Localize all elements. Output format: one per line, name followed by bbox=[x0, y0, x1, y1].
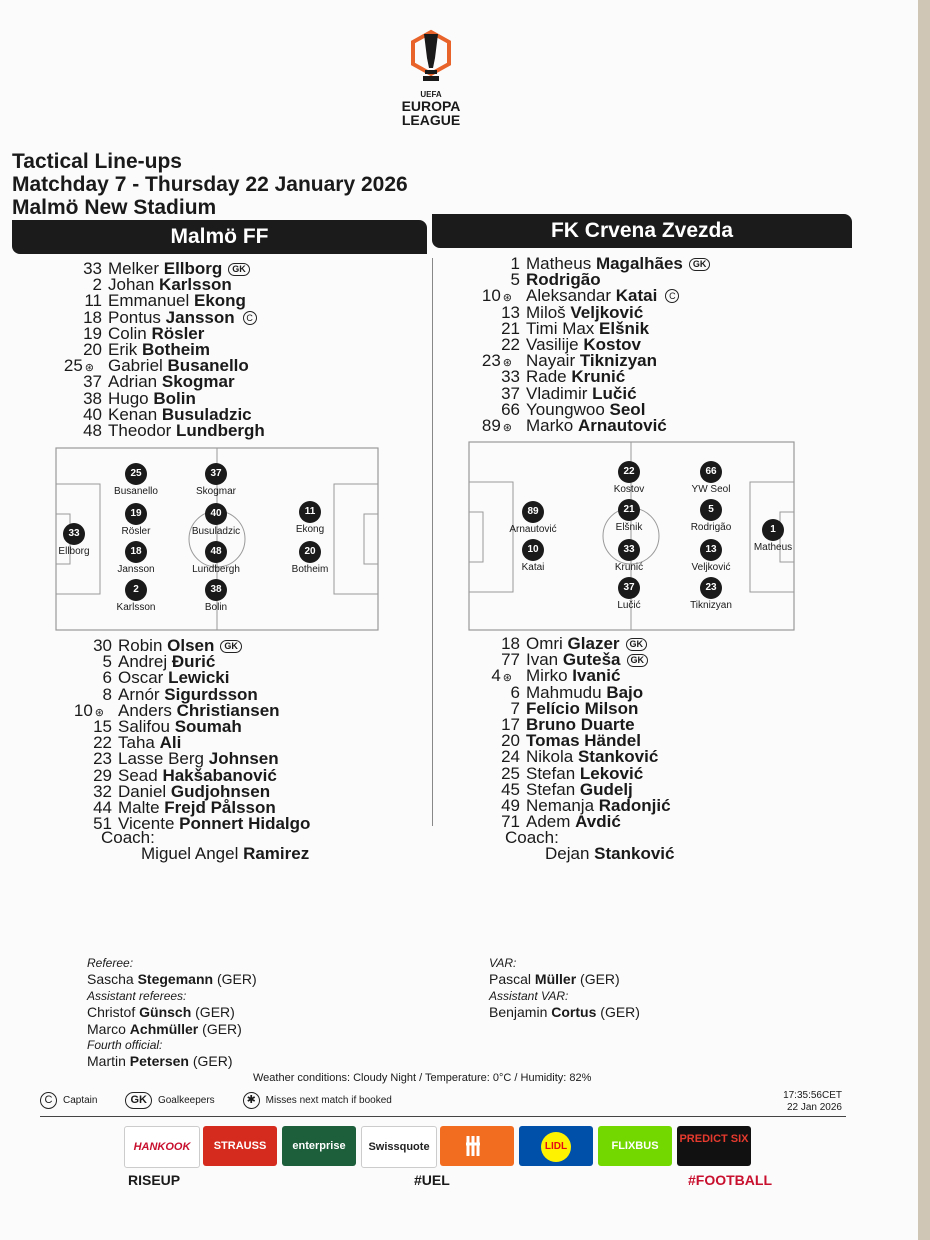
player-number: 10 ⊛ bbox=[73, 700, 104, 720]
player-first-name: Kenan bbox=[108, 404, 162, 424]
player-first-name: Matheus bbox=[526, 254, 596, 273]
sheet-header bbox=[12, 150, 408, 219]
player-first-name: Gabriel bbox=[108, 356, 168, 376]
europa-league-logo bbox=[392, 28, 470, 127]
home-coach-label: Coach: bbox=[101, 828, 155, 847]
referee-nat: (GER) bbox=[216, 971, 257, 988]
home-coach-first: Miguel Angel bbox=[141, 844, 239, 863]
pitch-player-dot: 37 bbox=[618, 577, 640, 599]
player-first-name: Arnór bbox=[118, 684, 165, 704]
player-number: 40 bbox=[83, 404, 102, 424]
pitch-player-label: Ellborg bbox=[58, 546, 90, 557]
player-first-name: Anders bbox=[118, 700, 177, 720]
home-starters-list bbox=[63, 259, 386, 440]
venue: Malmö New Stadium bbox=[12, 196, 217, 219]
player-last-name: Botheim bbox=[142, 339, 210, 359]
player-first-name: Lasse Berg bbox=[118, 749, 209, 769]
referee bbox=[87, 971, 257, 987]
fourth-last: Petersen bbox=[129, 1053, 189, 1070]
away-subs-list bbox=[484, 636, 824, 830]
sponsor-swissquote: Swissquote bbox=[361, 1126, 437, 1168]
fork-icon bbox=[462, 1134, 492, 1158]
player-last-name: Rodrigão bbox=[526, 270, 601, 290]
player-last-name: Avdić bbox=[575, 812, 621, 832]
home-team-bar: Malmö FF bbox=[12, 220, 427, 254]
player-number: 48 bbox=[83, 420, 102, 440]
pitch-player-label: Arnautović bbox=[509, 524, 557, 535]
footer-hashtag-uel: #UEL bbox=[414, 1172, 450, 1188]
player-last-name: Tomas Händel bbox=[526, 731, 641, 751]
sponsor-enterprise: enterprise bbox=[282, 1126, 356, 1166]
avar-nat: (GER) bbox=[600, 1004, 640, 1021]
player-number: 37 bbox=[83, 372, 102, 392]
player-last-name: Lučić bbox=[592, 383, 637, 403]
player-number: 5 bbox=[510, 270, 520, 290]
sponsor-strauss: STRAUSS bbox=[203, 1126, 277, 1166]
player-last-name: Soumah bbox=[174, 716, 242, 736]
player-first-name: Hugo bbox=[108, 388, 154, 408]
assistant-var bbox=[489, 1004, 640, 1020]
captain-icon: C bbox=[665, 289, 679, 303]
avar-label: Assistant VAR: bbox=[489, 988, 569, 1003]
legend-captain: Captain bbox=[63, 1095, 98, 1106]
player-first-name: Stefan bbox=[526, 763, 580, 783]
goalkeeper-icon: GK bbox=[125, 1092, 152, 1109]
player-first-name: Colin bbox=[108, 323, 152, 343]
legend bbox=[40, 1092, 392, 1109]
player-number: 38 bbox=[83, 388, 102, 408]
player-first-name: Youngwoo bbox=[526, 399, 610, 419]
player-last-name: Gudjohnsen bbox=[170, 781, 271, 801]
player-number: 1 bbox=[510, 254, 520, 273]
pitch-player-dot: 13 bbox=[700, 539, 722, 561]
player-first-name: Andrej bbox=[118, 652, 172, 672]
player-number: 29 bbox=[93, 765, 112, 785]
player-first-name: Nayair bbox=[526, 351, 580, 371]
player-number: 8 bbox=[102, 684, 112, 704]
pitch-player-label: Jansson bbox=[117, 564, 155, 575]
player-last-name: Johnsen bbox=[208, 749, 279, 769]
pitch-player-dot: 11 bbox=[299, 501, 321, 523]
pitch-player-label: Matheus bbox=[753, 542, 793, 553]
fourth-official bbox=[87, 1053, 257, 1069]
weather-conditions: Weather conditions: Cloudy Night / Temperature: 0°C / Humidity: 82% bbox=[253, 1072, 592, 1084]
timestamp-time: 17:35:56CET bbox=[783, 1090, 842, 1101]
home-coach-last: Ramirez bbox=[243, 844, 310, 863]
player-last-name: Veljković bbox=[570, 302, 644, 322]
player-number: 6 bbox=[510, 682, 520, 702]
player-number: 18 bbox=[83, 307, 102, 327]
booking-icon: ⊛ bbox=[502, 292, 512, 305]
var-nat: (GER) bbox=[580, 971, 620, 988]
player-number: 13 bbox=[501, 302, 520, 322]
pitch-player-dot: 25 bbox=[125, 463, 147, 485]
player-first-name: Adrian bbox=[108, 372, 162, 392]
player-number: 30 bbox=[93, 636, 112, 655]
pitch-player-label: Katai bbox=[521, 562, 545, 573]
pitch-player-label: Lučić bbox=[617, 600, 641, 611]
footer-riseup: RISEUP bbox=[128, 1172, 181, 1188]
assistant2-nat: (GER) bbox=[202, 1020, 242, 1037]
player-first-name: Nikola bbox=[526, 747, 578, 767]
matchday: Matchday 7 - Thursday 22 January 2026 bbox=[12, 173, 408, 196]
logo-line1: EUROPA bbox=[401, 98, 461, 114]
pitch-player-dot: 18 bbox=[125, 541, 147, 563]
player-last-name: Skogmar bbox=[161, 372, 235, 392]
player-first-name: Robin bbox=[118, 636, 168, 655]
player-number: 15 bbox=[93, 716, 112, 736]
pitch-player-label: Veljković bbox=[691, 562, 731, 573]
player-last-name: Gudelj bbox=[579, 779, 633, 799]
pitch-player-label: Busuladzic bbox=[191, 526, 241, 537]
fourth-nat: (GER) bbox=[192, 1053, 233, 1070]
goalkeeper-icon: GK bbox=[220, 640, 242, 653]
away-coach-name bbox=[545, 844, 674, 864]
player-last-name: Bajo bbox=[606, 682, 644, 702]
legend-booked: Misses next match if booked bbox=[265, 1095, 392, 1106]
var-last: Müller bbox=[534, 971, 577, 988]
player-last-name: Jansson bbox=[165, 307, 235, 327]
player-first-name: Salifou bbox=[118, 716, 175, 736]
pitch-player-label: Elšnik bbox=[615, 522, 643, 533]
player-number: 5 bbox=[102, 652, 112, 672]
player-number: 10 ⊛ bbox=[481, 286, 512, 306]
player-number: 45 bbox=[501, 779, 520, 799]
player-last-name: Stanković bbox=[577, 747, 659, 767]
player-row bbox=[66, 420, 386, 440]
officials-left bbox=[87, 955, 257, 1070]
pitch-player-label: Skogmar bbox=[195, 486, 236, 497]
background-edge bbox=[918, 0, 930, 1240]
pitch-player-dot: 23 bbox=[700, 577, 722, 599]
player-first-name: Stefan bbox=[526, 779, 580, 799]
player-number: 37 bbox=[501, 383, 520, 403]
pitch-player-label: Ekong bbox=[295, 524, 325, 535]
player-first-name: Omri bbox=[526, 634, 568, 653]
player-number: 20 bbox=[83, 339, 102, 359]
player-last-name: Ekong bbox=[193, 291, 246, 311]
player-last-name: Olsen bbox=[167, 636, 215, 655]
player-last-name: Busuladzic bbox=[161, 404, 252, 424]
fourth-first: Martin bbox=[87, 1053, 126, 1070]
player-last-name: Elšnik bbox=[599, 318, 650, 338]
pitch-player-dot: 5 bbox=[700, 499, 722, 521]
player-first-name: Ivan bbox=[526, 650, 563, 670]
player-last-name: Ponnert Hidalgo bbox=[179, 814, 311, 834]
player-first-name: Nemanja bbox=[526, 795, 599, 815]
player-last-name: Busanello bbox=[167, 356, 249, 376]
player-last-name: Ellborg bbox=[163, 259, 223, 278]
player-number: 6 bbox=[102, 668, 112, 688]
assistant2-last: Achmüller bbox=[129, 1020, 199, 1037]
var-label: VAR: bbox=[489, 956, 517, 970]
player-number: 4 ⊛ bbox=[491, 666, 512, 686]
timestamp bbox=[770, 1090, 842, 1114]
away-coach-last: Stanković bbox=[594, 844, 675, 863]
player-last-name: Đurić bbox=[171, 652, 216, 672]
pitch-player-dot: 33 bbox=[63, 523, 85, 545]
player-last-name: Ivanić bbox=[572, 666, 621, 686]
sponsor-fork-icon bbox=[440, 1126, 514, 1166]
pitch-player-dot: 66 bbox=[700, 461, 722, 483]
officials-right bbox=[489, 955, 640, 1021]
player-number: 77 bbox=[501, 650, 520, 670]
pitch-player-label: Botheim bbox=[291, 564, 329, 575]
player-number: 24 bbox=[501, 747, 520, 767]
player-last-name: Glazer bbox=[567, 634, 620, 653]
player-first-name: Taha bbox=[118, 733, 160, 753]
goalkeeper-icon: GK bbox=[627, 654, 649, 667]
timestamp-date: 22 Jan 2026 bbox=[786, 1102, 842, 1113]
player-row bbox=[481, 415, 824, 435]
pitch-player-label: Rösler bbox=[121, 526, 151, 537]
lidl-label: LIDL bbox=[541, 1132, 571, 1162]
player-last-name: Arnautović bbox=[577, 415, 667, 435]
away-starters-list bbox=[481, 254, 824, 435]
away-coach-first: Dejan bbox=[545, 844, 590, 863]
sponsor-predict-six: PREDICT SIX bbox=[677, 1126, 751, 1166]
referee-first: Sascha bbox=[87, 971, 134, 988]
player-last-name: Lundbergh bbox=[176, 420, 265, 440]
player-first-name: Daniel bbox=[118, 781, 171, 801]
player-name bbox=[526, 415, 667, 435]
player-last-name: Radonjić bbox=[598, 795, 671, 815]
pitch-player-label: YW Seol bbox=[691, 484, 731, 495]
player-last-name: Guteša bbox=[562, 650, 621, 670]
logo-uefa: UEFA bbox=[420, 90, 442, 99]
pitch-player-label: Tiknizyan bbox=[690, 600, 732, 611]
pitch-player-dot: 2 bbox=[125, 579, 147, 601]
avar-first: Benjamin bbox=[489, 1004, 548, 1021]
player-first-name: Vasilije bbox=[526, 334, 584, 354]
booking-icon: ⊛ bbox=[502, 672, 512, 685]
booking-icon: ⊛ bbox=[84, 362, 94, 375]
away-team-bar: FK Crvena Zvezda bbox=[432, 214, 852, 248]
assistant1-first: Christof bbox=[87, 1004, 136, 1021]
sheet-title: Tactical Line-ups bbox=[12, 150, 182, 173]
player-first-name: Vladimir bbox=[526, 383, 593, 403]
player-number: 71 bbox=[501, 812, 520, 832]
pitch-player-label: Lundbergh bbox=[192, 564, 240, 575]
assistant-2 bbox=[87, 1021, 257, 1037]
pitch-player-dot: 89 bbox=[522, 501, 544, 523]
player-number: 2 bbox=[92, 275, 102, 295]
pitch-player-dot: 21 bbox=[618, 499, 640, 521]
booking-icon: ✱ bbox=[243, 1092, 260, 1109]
sponsor-hankook: HANKOOK bbox=[124, 1126, 200, 1168]
player-first-name: Miloš bbox=[526, 302, 571, 322]
player-last-name: Leković bbox=[579, 763, 644, 783]
player-first-name: Emmanuel bbox=[108, 291, 194, 311]
pitch-player-dot: 20 bbox=[299, 541, 321, 563]
pitch-player-label: Karlsson bbox=[116, 602, 156, 613]
player-first-name: Timi Max bbox=[526, 318, 600, 338]
player-number: 89 ⊛ bbox=[481, 415, 512, 435]
player-number: 32 bbox=[93, 781, 112, 801]
pitch-player-label: Busanello bbox=[114, 486, 158, 497]
player-number: 49 bbox=[501, 795, 520, 815]
player-number: 25 bbox=[501, 763, 520, 783]
pitch-player-label: Krunić bbox=[614, 562, 644, 573]
footer-hashtag-football: #FOOTBALL bbox=[688, 1172, 772, 1188]
player-last-name: Kostov bbox=[583, 334, 641, 354]
pitch-player-dot: 40 bbox=[205, 503, 227, 525]
var-first: Pascal bbox=[489, 971, 532, 988]
player-number: 33 bbox=[83, 259, 102, 278]
var bbox=[489, 971, 640, 987]
pitch-player-dot: 1 bbox=[762, 519, 784, 541]
player-first-name: Sead bbox=[118, 765, 163, 785]
player-number: 7 bbox=[510, 698, 520, 718]
player-number: 23 bbox=[93, 749, 112, 769]
player-number: 66 bbox=[501, 399, 520, 419]
player-number: 17 bbox=[501, 714, 520, 734]
player-last-name: Karlsson bbox=[159, 275, 232, 295]
player-number: 51 bbox=[93, 814, 112, 834]
player-first-name: Johan bbox=[108, 275, 160, 295]
player-number: 18 bbox=[501, 634, 520, 653]
pitch-player-label: Rodrigão bbox=[690, 522, 732, 533]
logo-line2: LEAGUE bbox=[401, 112, 461, 128]
player-first-name: Vicente bbox=[118, 814, 180, 834]
avar-last: Cortus bbox=[551, 1004, 597, 1021]
player-last-name: Ali bbox=[159, 733, 182, 753]
player-last-name: Frejd Pålsson bbox=[164, 797, 276, 817]
player-number: 22 bbox=[93, 733, 112, 753]
pitch-player-dot: 22 bbox=[618, 461, 640, 483]
player-first-name: Mirko bbox=[526, 666, 573, 686]
booking-icon: ⊛ bbox=[502, 357, 512, 370]
sponsor-flixbus: FLIXBUS bbox=[598, 1126, 672, 1166]
player-last-name: Sigurdsson bbox=[164, 684, 258, 704]
pitch-player-dot: 33 bbox=[618, 539, 640, 561]
home-pitch bbox=[52, 444, 382, 634]
booking-icon: ⊛ bbox=[94, 706, 104, 719]
goalkeeper-icon: GK bbox=[626, 638, 648, 651]
player-last-name: Krunić bbox=[571, 367, 626, 387]
player-last-name: Felício Milson bbox=[526, 698, 639, 718]
player-first-name: Marko bbox=[526, 415, 578, 435]
pitch-player-dot: 38 bbox=[205, 579, 227, 601]
home-subs-list bbox=[73, 636, 396, 834]
player-name bbox=[108, 420, 265, 440]
goalkeeper-icon: GK bbox=[228, 263, 250, 276]
player-last-name: Magalhães bbox=[595, 254, 683, 273]
away-coach-label: Coach: bbox=[505, 828, 559, 847]
player-first-name: Rade bbox=[526, 367, 572, 387]
away-pitch bbox=[465, 438, 798, 634]
player-number: 33 bbox=[501, 367, 520, 387]
legend-goalkeepers: Goalkeepers bbox=[157, 1095, 215, 1106]
captain-icon: C bbox=[40, 1092, 57, 1109]
column-divider bbox=[432, 258, 433, 826]
player-number: 19 bbox=[83, 323, 102, 343]
player-number: 25 ⊛ bbox=[63, 356, 94, 376]
pitch-player-dot: 10 bbox=[522, 539, 544, 561]
player-number: 21 bbox=[501, 318, 520, 338]
trophy-icon bbox=[405, 28, 457, 90]
player-first-name: Oscar bbox=[118, 668, 169, 688]
player-last-name: Bolin bbox=[153, 388, 196, 408]
referee-last: Stegemann bbox=[137, 971, 214, 988]
player-last-name: Lewicki bbox=[168, 668, 230, 688]
player-last-name: Seol bbox=[609, 399, 646, 419]
pitch-player-dot: 37 bbox=[205, 463, 227, 485]
player-first-name: Aleksandar bbox=[526, 286, 616, 306]
player-last-name: Rösler bbox=[151, 323, 205, 343]
goalkeeper-icon: GK bbox=[689, 258, 711, 271]
pitch-player-dot: 19 bbox=[125, 503, 147, 525]
referee-label: Referee: bbox=[87, 956, 134, 970]
player-last-name: Christiansen bbox=[176, 700, 280, 720]
captain-icon: C bbox=[243, 311, 257, 325]
home-coach-name bbox=[141, 844, 309, 864]
footer-rule bbox=[40, 1116, 846, 1117]
player-last-name: Katai bbox=[615, 286, 658, 306]
player-first-name: Mahmudu bbox=[526, 682, 607, 702]
player-last-name: Hakšabanović bbox=[162, 765, 277, 785]
player-first-name: Adem bbox=[526, 812, 576, 832]
player-number: 23 ⊛ bbox=[481, 351, 512, 371]
assistants-label: Assistant referees: bbox=[87, 988, 187, 1003]
assistant1-nat: (GER) bbox=[195, 1004, 235, 1021]
pitch-player-label: Bolin bbox=[204, 602, 228, 613]
sponsor-lidl bbox=[519, 1126, 593, 1166]
player-number: 44 bbox=[93, 797, 112, 817]
player-first-name: Theodor bbox=[108, 420, 177, 440]
player-number: 22 bbox=[501, 334, 520, 354]
pitch-player-dot: 48 bbox=[205, 541, 227, 563]
assistant-1 bbox=[87, 1004, 257, 1020]
assistant2-first: Marco bbox=[87, 1020, 126, 1037]
player-number: 11 bbox=[84, 291, 102, 311]
player-first-name: Erik bbox=[108, 339, 142, 359]
player-last-name: Bruno Duarte bbox=[526, 714, 635, 734]
fourth-label: Fourth official: bbox=[87, 1038, 163, 1053]
player-number: 20 bbox=[501, 731, 520, 751]
assistant1-last: Günsch bbox=[139, 1004, 192, 1021]
pitch-player-label: Kostov bbox=[613, 484, 645, 495]
player-first-name: Melker bbox=[108, 259, 164, 278]
booking-icon: ⊛ bbox=[502, 421, 512, 434]
player-first-name: Malte bbox=[118, 797, 165, 817]
player-last-name: Tiknizyan bbox=[579, 351, 658, 371]
player-first-name: Pontus bbox=[108, 307, 166, 327]
